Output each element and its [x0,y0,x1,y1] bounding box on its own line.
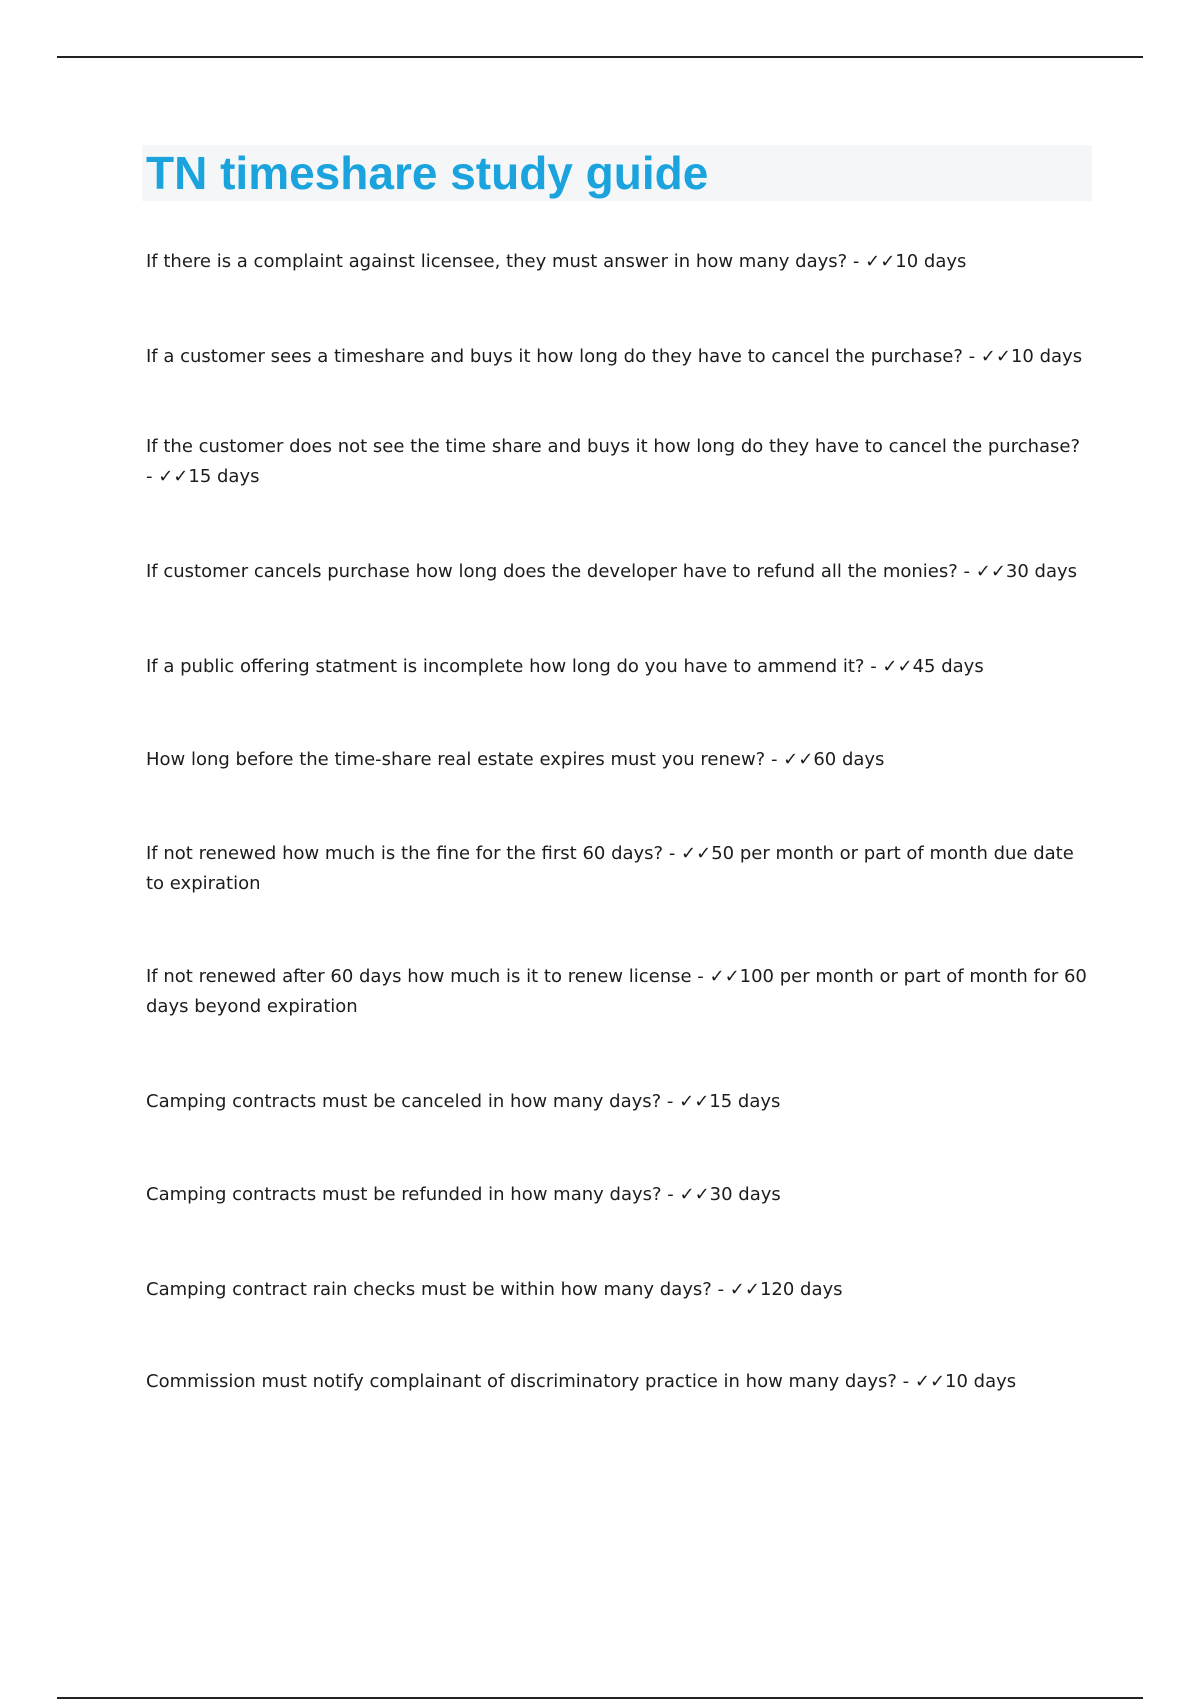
qa-item-2: If a customer sees a timeshare and buys it how long do they have to cancel the purchase? - ✓✓10 days [146,346,1083,367]
qa-item-4: If customer cancels purchase how long does the developer have to refund all the monies? - ✓✓30 days [146,561,1078,582]
qa-item-7: If not renewed how much is the fine for the first 60 days? - ✓✓50 per month or part of month due date to expiration [146,843,1074,894]
bottom-rule [57,1697,1143,1699]
qa-item-1: If there is a complaint against licensee, they must answer in how many days? - ✓✓10 days [146,251,967,272]
qa-item-5: If a public offering statment is incomplete how long do you have to ammend it? - ✓✓45 days [146,656,984,677]
qa-item-11: Camping contract rain checks must be within how many days? - ✓✓120 days [146,1279,843,1300]
document-title: TN timeshare study guide [146,147,709,199]
qa-item-6: How long before the time-share real estate expires must you renew? - ✓✓60 days [146,749,885,770]
qa-item-8: If not renewed after 60 days how much is it to renew license - ✓✓100 per month or part of month for 60 days beyond expiration [146,966,1087,1017]
qa-item-12: Commission must notify complainant of discriminatory practice in how many days? - ✓✓10 days [146,1371,1017,1392]
qa-item-10: Camping contracts must be refunded in how many days? - ✓✓30 days [146,1184,781,1205]
qa-item-3: If the customer does not see the time share and buys it how long do they have to cancel the purchase? - ✓✓15 days [146,436,1081,487]
top-rule [57,56,1143,58]
qa-item-9: Camping contracts must be canceled in how many days? - ✓✓15 days [146,1091,781,1112]
